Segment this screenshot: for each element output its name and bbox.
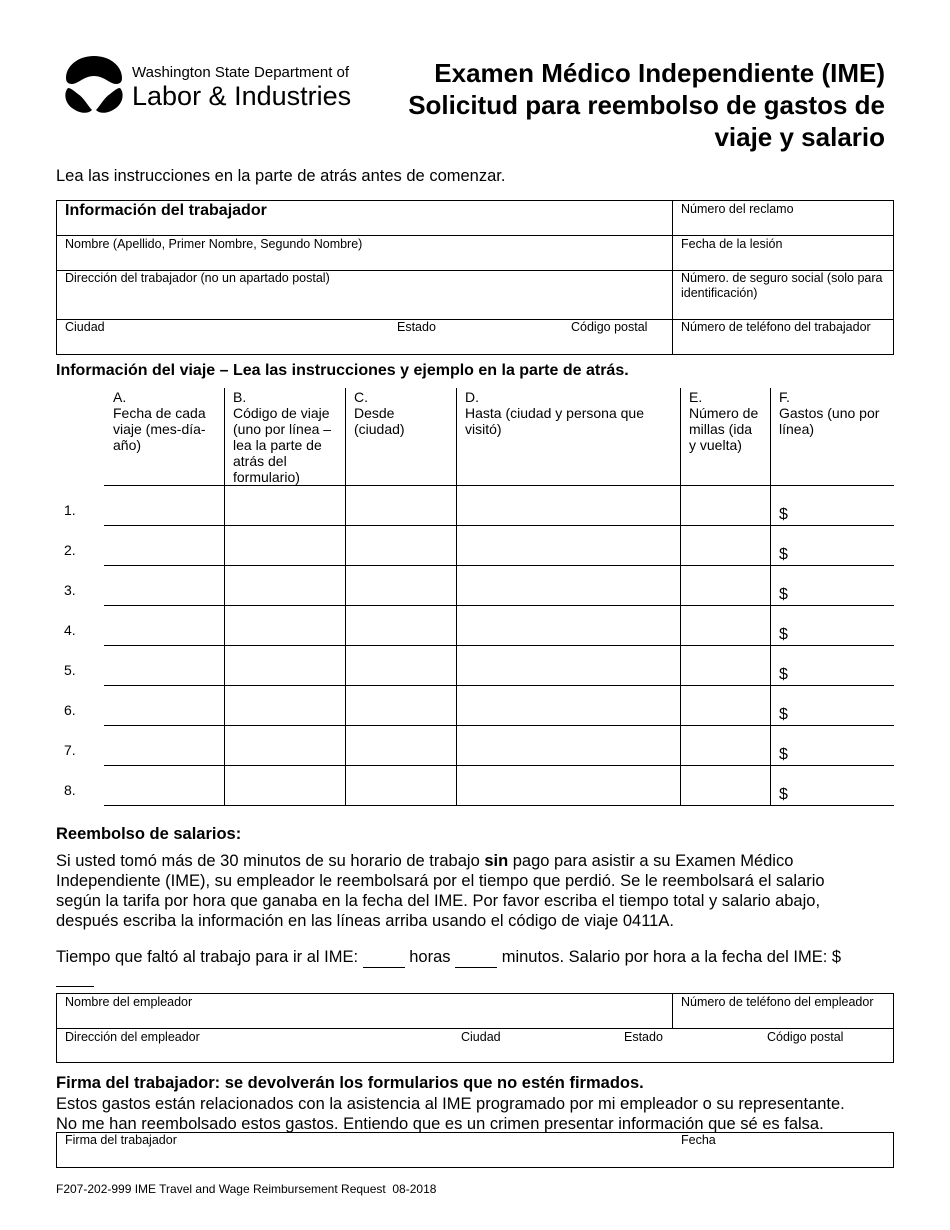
col-header-b: B. Código de viaje (uno por línea – lea la parte de atrás del formulario) (233, 389, 332, 485)
signature-section-title: Firma del trabajador: se devolverán los formularios que no estén firmados. (56, 1074, 644, 1092)
col-header-e: E. Número de millas (ida y vuelta) (689, 389, 759, 453)
expense-currency: $ (779, 666, 788, 683)
row-number: 7. (64, 742, 76, 758)
employer-city-field[interactable]: Ciudad (461, 1030, 501, 1044)
hourly-wage-input[interactable] (56, 970, 94, 987)
worker-city-field[interactable]: Ciudad (65, 320, 105, 334)
expense-currency: $ (779, 786, 788, 803)
row-number: 4. (64, 622, 76, 638)
claim-number-field[interactable]: Número del reclamo (681, 202, 794, 216)
title-line2: Solicitud para reembolso de gastos de (408, 90, 885, 120)
logo-mark-icon (62, 54, 126, 116)
hours-label: horas (409, 948, 451, 966)
signature-date-field[interactable]: Fecha (681, 1133, 716, 1147)
agency-logo (62, 54, 352, 116)
logo-text-line1: Washington State Department of (132, 64, 350, 81)
title-line3: viaje y salario (714, 122, 885, 152)
time-missed-label: Tiempo que faltó al trabajo para ir al IME: (56, 948, 359, 966)
col-header-c: C. Desde (ciudad) (354, 389, 405, 437)
employer-zip-field[interactable]: Código postal (767, 1030, 844, 1044)
wages-section-title: Reembolso de salarios: (56, 825, 242, 843)
hours-input[interactable] (363, 947, 405, 968)
worker-zip-field[interactable]: Código postal (571, 320, 648, 334)
row-number: 6. (64, 702, 76, 718)
intro-text: Lea las instrucciones en la parte de atrás antes de comenzar. (56, 167, 506, 185)
row-number: 2. (64, 542, 76, 558)
row-number: 3. (64, 582, 76, 598)
expense-currency: $ (779, 626, 788, 643)
worker-address-field[interactable]: Dirección del trabajador (no un apartado postal) (65, 271, 330, 285)
minutes-label: minutos. Salario por hora a la fecha del IME: $ (501, 948, 842, 966)
form-footer: F207-202-999 IME Travel and Wage Reimbursement Request 08-2018 (56, 1182, 437, 1196)
expense-currency: $ (779, 706, 788, 723)
row-number: 8. (64, 782, 76, 798)
row-number: 1. (64, 502, 76, 518)
expense-currency: $ (779, 746, 788, 763)
ssn-field[interactable] (681, 271, 883, 301)
logo-text-line2: Labor & Industries (132, 81, 352, 111)
worker-phone-field[interactable]: Número de teléfono del trabajador (681, 320, 871, 334)
signature-box (56, 1132, 894, 1168)
row-number: 5. (64, 662, 76, 678)
time-missed-line (56, 947, 841, 968)
employer-address-field[interactable]: Dirección del empleador (65, 1030, 200, 1044)
ssn-label-line1: Número. de seguro social (solo para (681, 271, 883, 285)
employer-name-field[interactable]: Nombre del empleador (65, 995, 193, 1009)
col-header-f: F. Gastos (uno por línea) (779, 389, 880, 437)
signature-statement: Estos gastos están relacionados con la asistencia al IME programado por mi empleador o su representante. No me han reembolsado estos gastos. Entiendo que es un crimen presentar información que sé es falsa. (56, 1095, 845, 1133)
expense-currency: $ (779, 546, 788, 563)
worker-state-field[interactable]: Estado (397, 320, 436, 334)
col-header-a: A. Fecha de cada viaje (mes-día- año) (113, 389, 206, 453)
expense-currency: $ (779, 586, 788, 603)
injury-date-field[interactable]: Fecha de la lesión (681, 237, 783, 251)
wages-paragraph: Si usted tomó más de 30 minutos de su horario de trabajo sin pago para asistir a su Examen Médico Independiente (IME), su empleador le reembolsará por el tiempo que perdió. Se le reembolsará el salario según la tarifa por hora que ganaba en la fecha del IME. Por favor escriba el tiempo total y salario abajo, después escriba la información en las líneas arriba usando el código de viaje 0411A. (56, 852, 825, 930)
minutes-input[interactable] (455, 947, 497, 968)
worker-section-title: Información del trabajador (65, 202, 267, 219)
travel-section-title: Información del viaje – Lea las instrucciones y ejemplo en la parte de atrás. (56, 362, 629, 379)
page-title (408, 57, 885, 153)
employer-state-field[interactable]: Estado (624, 1030, 663, 1044)
expense-currency: $ (779, 506, 788, 523)
employer-phone-field[interactable]: Número de teléfono del empleador (681, 995, 874, 1009)
worker-signature-field[interactable]: Firma del trabajador (65, 1133, 177, 1147)
col-header-d: D. Hasta (ciudad y persona que visitó) (465, 389, 644, 437)
title-line1: Examen Médico Independiente (IME) (434, 58, 885, 88)
worker-name-field[interactable]: Nombre (Apellido, Primer Nombre, Segundo Nombre) (65, 237, 363, 251)
ssn-label-line2: identificación) (681, 286, 758, 300)
